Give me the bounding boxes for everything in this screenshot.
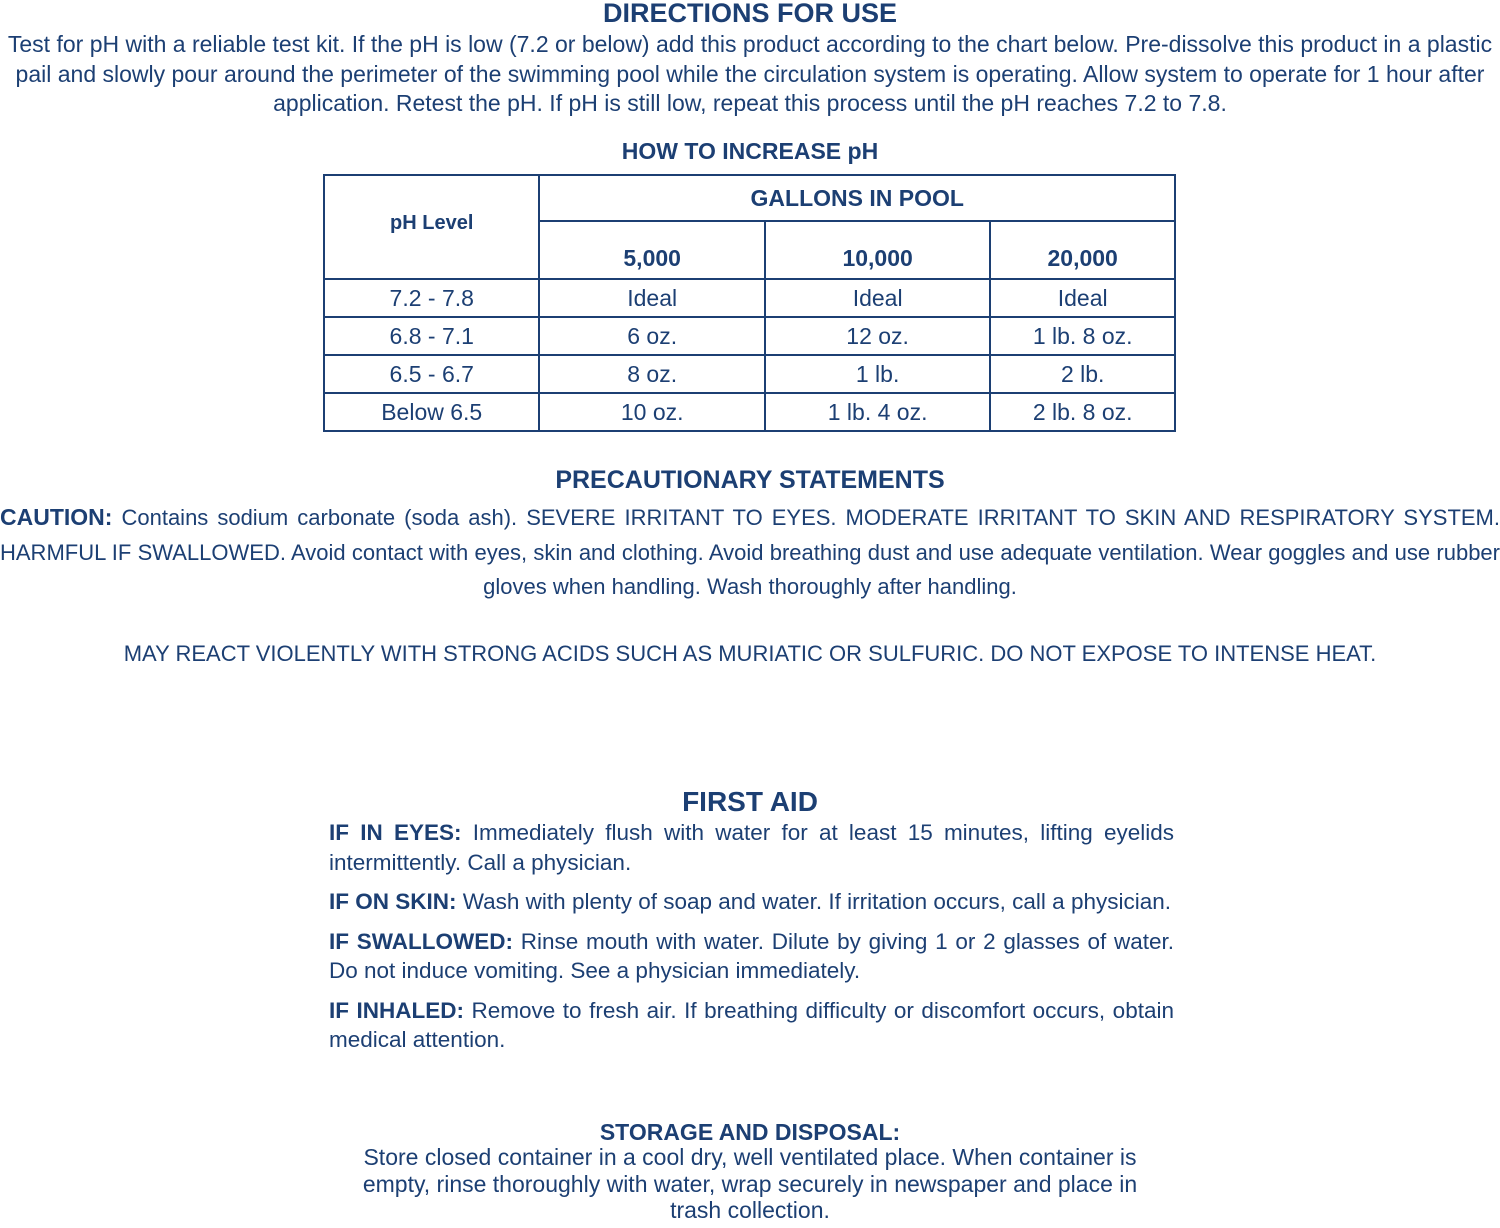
dose-cell: Ideal <box>990 279 1175 317</box>
ph-level-cell: 6.8 - 7.1 <box>324 317 539 355</box>
ph-level-cell: 7.2 - 7.8 <box>324 279 539 317</box>
directions-body: Test for pH with a reliable test kit. If the pH is low (7.2 or below) add this product according to the chart below. Pre-dissolve this product in a plastic pail and slowly pour around the perimeter of the swimming pool while the circulation system is operating. Allow system to operate for 1 hour after application. Retest the pH. If pH is still low, repeat this process until the pH reaches 7.2 to 7.8. <box>7 31 1493 116</box>
table-row <box>324 317 1175 355</box>
ph-level-cell: Below 6.5 <box>324 393 539 431</box>
ph-level-header: pH Level <box>324 175 539 279</box>
table-row <box>324 393 1175 431</box>
storage-title: STORAGE AND DISPOSAL: <box>599 1119 901 1145</box>
dose-cell: 1 lb. <box>765 355 990 393</box>
gallons-header: GALLONS IN POOL <box>539 175 1175 221</box>
column-header: 5,000 <box>539 221 764 279</box>
first-aid-item <box>329 818 1174 877</box>
caution-paragraph <box>0 500 1500 605</box>
directions-title: DIRECTIONS FOR USE <box>602 0 898 28</box>
precautionary-title: PRECAUTIONARY STATEMENTS <box>555 466 945 494</box>
dose-cell: 12 oz. <box>765 317 990 355</box>
first-aid-list <box>329 818 1174 1065</box>
first-aid-label: IF IN EYES: <box>329 820 462 845</box>
first-aid-text: Remove to fresh air. If breathing difficulty or discomfort occurs, obtain medical attention. <box>329 997 1174 1052</box>
first-aid-label: IF SWALLOWED: <box>329 928 513 954</box>
table-row <box>324 279 1175 317</box>
first-aid-label: IF ON SKIN: <box>329 889 457 914</box>
dose-cell: Ideal <box>539 279 764 317</box>
first-aid-label: IF INHALED: <box>329 997 464 1023</box>
dose-cell: Ideal <box>765 279 990 317</box>
first-aid-item <box>329 887 1174 917</box>
column-header: 20,000 <box>990 221 1175 279</box>
ph-level-cell: 6.5 - 6.7 <box>324 355 539 393</box>
column-header: 10,000 <box>765 221 990 279</box>
dose-cell: 10 oz. <box>539 393 764 431</box>
dose-cell: 6 oz. <box>539 317 764 355</box>
caution-text: Contains sodium carbonate (soda ash). SEVERE IRRITANT TO EYES. MODERATE IRRITANT TO SKIN AND RESPIRATORY SYSTEM. HARMFUL IF SWALLOWED. Avoid contact with eyes, skin and clothing. Avoid breathing dust and use adequate ventilation. Wear goggles and use rubber gloves when handling. Wash thoroughly after handling. <box>0 505 1500 599</box>
dose-cell: 2 lb. 8 oz. <box>990 393 1175 431</box>
caution-label: CAUTION: <box>0 504 113 530</box>
dose-cell: 1 lb. 4 oz. <box>765 393 990 431</box>
first-aid-text: Rinse mouth with water. Dilute by giving 1 or 2 glasses of water. Do not induce vomiting. See a physician immediately. <box>329 928 1174 983</box>
ph-table-title: HOW TO INCREASE pH <box>621 138 879 164</box>
dose-cell: 8 oz. <box>539 355 764 393</box>
first-aid-text: Immediately flush with water for at least 15 minutes, lifting eyelids intermittently. Call a physician. <box>329 820 1174 875</box>
acid-warning: MAY REACT VIOLENTLY WITH STRONG ACIDS SUCH AS MURIATIC OR SULFURIC. DO NOT EXPOSE TO INTENSE HEAT. <box>123 641 1377 666</box>
first-aid-text: Wash with plenty of soap and water. If irritation occurs, call a physician. <box>456 889 1171 914</box>
first-aid-item <box>329 927 1174 986</box>
dose-cell: 2 lb. <box>990 355 1175 393</box>
first-aid-title: FIRST AID <box>682 786 818 817</box>
ph-dosage-table <box>323 174 1176 432</box>
first-aid-item <box>329 996 1174 1055</box>
table-row <box>324 355 1175 393</box>
dose-cell: 1 lb. 8 oz. <box>990 317 1175 355</box>
storage-body: Store closed container in a cool dry, well ventilated place. When container is empty, rinse thoroughly with water, wrap securely in newspaper and place in trash collection. <box>362 1144 1138 1223</box>
